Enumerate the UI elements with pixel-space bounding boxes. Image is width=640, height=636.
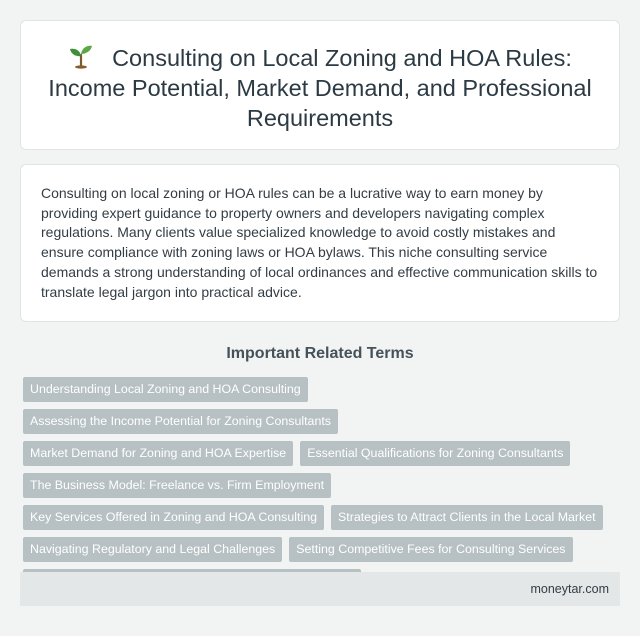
footer-site-link[interactable]: moneytar.com <box>530 582 609 596</box>
page-title <box>45 43 595 133</box>
terms-heading: Important Related Terms <box>226 345 414 362</box>
related-terms-list <box>20 377 620 601</box>
term-tag[interactable]: Key Services Offered in Zoning and HOA Consulting <box>23 505 324 530</box>
intro-paragraph: Consulting on local zoning or HOA rules can be a lucrative way to earn money by providing expert guidance to property owners and developers navigating complex regulations. Many clients value specialized knowledge to avoid costly mistakes and ensure compliance with zoning laws or HOA bylaws. This niche consulting service demands a strong understanding of local ordinances and effective communication skills to translate legal jargon into practical advice. <box>41 185 598 300</box>
term-tag[interactable]: Setting Competitive Fees for Consulting Services <box>289 537 572 562</box>
term-tag[interactable]: Navigating Regulatory and Legal Challenges <box>23 537 282 562</box>
term-tag[interactable]: Understanding Local Zoning and HOA Consulting <box>23 377 308 402</box>
term-tag[interactable]: Essential Qualifications for Zoning Consultants <box>300 441 570 466</box>
sprout-icon <box>68 43 94 69</box>
footer <box>20 572 620 606</box>
term-tag[interactable]: Market Demand for Zoning and HOA Expertise <box>23 441 293 466</box>
page-title-text: Consulting on Local Zoning and HOA Rules: Income Potential, Market Demand, and Professional Requirements <box>48 45 592 131</box>
title-card <box>20 20 620 150</box>
term-tag[interactable]: Assessing the Income Potential for Zoning Consultants <box>23 409 338 434</box>
intro-card <box>20 164 620 322</box>
term-tag[interactable]: Strategies to Attract Clients in the Local Market <box>331 505 603 530</box>
term-tag[interactable]: The Business Model: Freelance vs. Firm Employment <box>23 473 331 498</box>
